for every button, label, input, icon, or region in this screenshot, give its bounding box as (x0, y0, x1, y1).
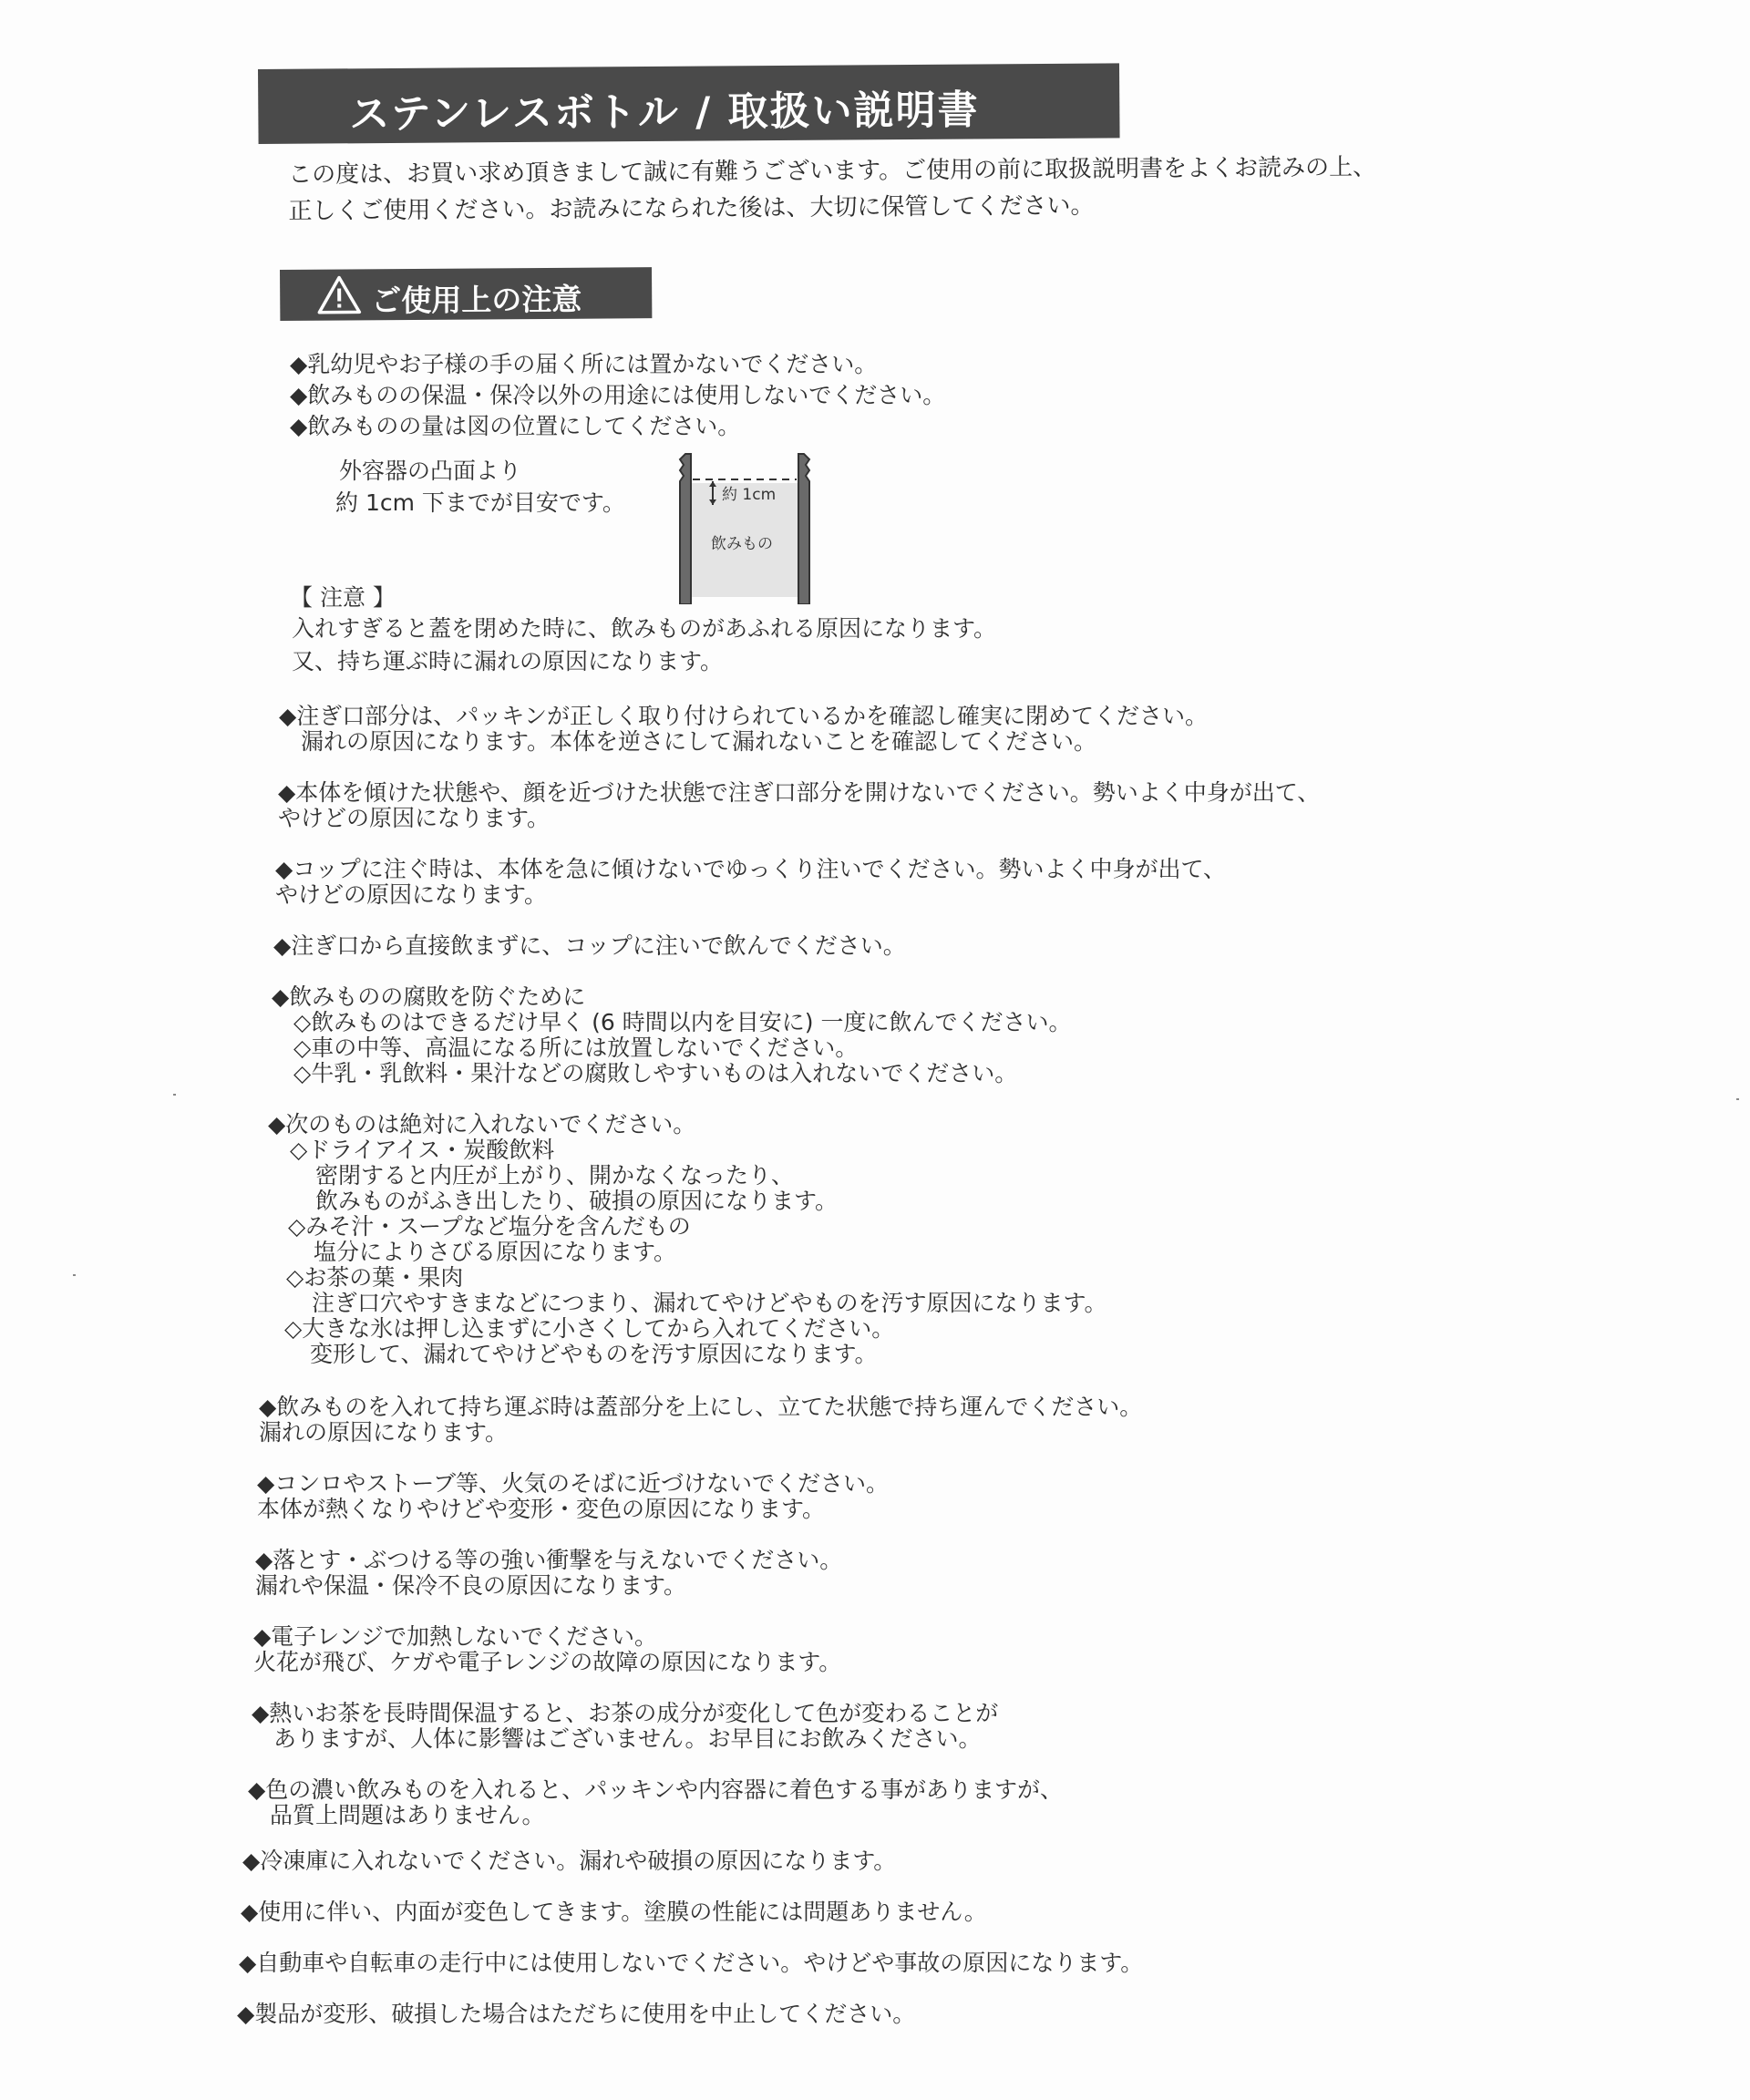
precaution-subline: ◇飲みものはできるだけ早く (6 時間以内を目安に) 一度に飲んでください。 (293, 1009, 1072, 1035)
precaution-detail: 飲みものがふき出したり、破損の原因になります。 (315, 1188, 839, 1214)
precaution-subline: ◇大きな氷は押し込まずに小さくしてから入れてください。 (284, 1315, 895, 1342)
intro-line-1: この度は、お買い求め頂きまして誠に有難うございます。ご使用の前に取扱説明書をよくお読みの上、 (288, 153, 1377, 189)
precaution-subline: ◇車の中等、高温になる所には放置しないでください。 (293, 1035, 859, 1061)
precaution-line: ◆次のものは絶対に入れないでください。 (268, 1111, 696, 1138)
precaution-line: 漏れの原因になります。本体を逆さにして漏れないことを確認してください。 (301, 728, 1097, 755)
bottle-fill-diagram (665, 445, 825, 604)
precaution-line: ◆注ぎ口から直接飲まずに、コップに注いで飲んでください。 (273, 932, 906, 959)
precaution-line: ◆本体を傾けた状態や、顔を近づけた状態で注ぎ口部分を開けないでください。勢いよく中身が出て、 (278, 779, 1321, 806)
precaution-line: ◆色の濃い飲みものを入れると、パッキンや内容器に着色する事がありますが、 (248, 1776, 1063, 1803)
precaution-line: 本体が熱くなりやけどや変形・変色の原因になります。 (257, 1496, 826, 1522)
precaution-line: ◆使用に伴い、内面が変色してきます。塗膜の性能には問題ありません。 (241, 1899, 987, 1925)
diagram-label-line-2: 約 1cm 下までが目安です。 (335, 489, 625, 516)
scan-speck (73, 1274, 76, 1276)
section-heading-banner (280, 267, 652, 321)
fill-label: 飲みもの (711, 535, 773, 553)
precaution-line: ◆注ぎ口部分は、パッキンが正しく取り付けられているかを確認し確実に閉めてください。 (279, 703, 1208, 729)
scan-speck (173, 1094, 176, 1096)
title-banner (258, 63, 1120, 144)
precaution-line: ◆熱いお茶を長時間保温すると、お茶の成分が変化して色が変わることが (252, 1700, 999, 1726)
precaution-line: ◆飲みものを入れて持ち運ぶ時は蓋部分を上にし、立てた状態で持ち運んでください。 (259, 1394, 1143, 1420)
precaution-line: ◆飲みものの保温・保冷以外の用途には使用しないでください。 (290, 382, 946, 408)
precaution-line: やけどの原因になります。 (278, 805, 551, 831)
document-title: ステンレスボトル / 取扱い説明書 (349, 87, 980, 139)
precaution-subline: ◇牛乳・乳飲料・果汁などの腐敗しやすいものは入れないでください。 (293, 1060, 1018, 1086)
diagram-label-line-1: 外容器の凸面より (339, 458, 522, 484)
caution-heading: 【 注意 】 (290, 584, 396, 611)
precaution-subline: ◇みそ汁・スープなど塩分を含んだもの (288, 1213, 691, 1240)
measure-label: 約 1cm (722, 486, 777, 504)
precaution-detail: 変形して、漏れてやけどやものを汚す原因になります。 (310, 1341, 878, 1367)
intro-line-2: 正しくご使用ください。お読みになられた後は、大切に保管してください。 (288, 191, 1095, 225)
precaution-line: 漏れや保温・保冷不良の原因になります。 (255, 1572, 687, 1599)
scan-speck (1736, 1098, 1739, 1100)
section-heading: ご使用上の注意 (371, 281, 582, 319)
precaution-line: ◆電子レンジで加熱しないでください。 (253, 1623, 657, 1650)
precaution-line: ありますが、人体に影響はございません。お早目にお飲みください。 (273, 1725, 982, 1752)
precaution-detail: 注ぎ口穴やすきまなどにつまり、漏れてやけどやものを汚す原因になります。 (312, 1290, 1107, 1316)
caution-line: 入れすぎると蓋を閉めた時に、飲みものがあふれる原因になります。 (292, 615, 997, 642)
precaution-subline: ◇お茶の葉・果肉 (286, 1264, 464, 1291)
caution-line: 又、持ち運ぶ時に漏れの原因になります。 (292, 648, 724, 674)
precaution-line: やけどの原因になります。 (275, 881, 548, 908)
precaution-line: ◆飲みものの量は図の位置にしてください。 (290, 413, 741, 439)
precaution-line: ◆乳幼児やお子様の手の届く所には置かないでください。 (290, 351, 878, 377)
warning-triangle-icon (316, 274, 362, 314)
precaution-line: ◆落とす・ぶつける等の強い衝撃を与えないでください。 (255, 1547, 843, 1573)
precaution-line: ◆コンロやストーブ等、火気のそばに近づけないでください。 (257, 1470, 889, 1497)
precaution-detail: 密閉すると内圧が上がり、開かなくなったり、 (315, 1162, 795, 1189)
precaution-subline: ◇ドライアイス・炭酸飲料 (290, 1137, 555, 1163)
precaution-line: ◆飲みものの腐敗を防ぐために (272, 983, 586, 1010)
precaution-line: 火花が飛び、ケガや電子レンジの故障の原因になります。 (253, 1649, 842, 1675)
intro-paragraph (288, 148, 1547, 230)
precaution-line: ◆コップに注ぐ時は、本体を急に傾けないでゆっくり注いでください。勢いよく中身が出て、 (275, 856, 1226, 882)
precaution-line: ◆冷凍庫に入れないでください。漏れや破損の原因になります。 (242, 1848, 897, 1874)
precaution-line: 漏れの原因になります。 (259, 1419, 509, 1446)
bottle-right-wall (798, 454, 809, 604)
precaution-line: ◆製品が変形、破損した場合はただちに使用を中止してください。 (237, 2001, 916, 2027)
precaution-detail: 塩分によりさびる原因になります。 (314, 1239, 677, 1265)
bottle-left-wall (680, 454, 691, 604)
precaution-line: 品質上問題はありません。 (270, 1802, 545, 1828)
precaution-line: ◆自動車や自転車の走行中には使用しないでください。やけどや事故の原因になります。 (239, 1950, 1144, 1976)
